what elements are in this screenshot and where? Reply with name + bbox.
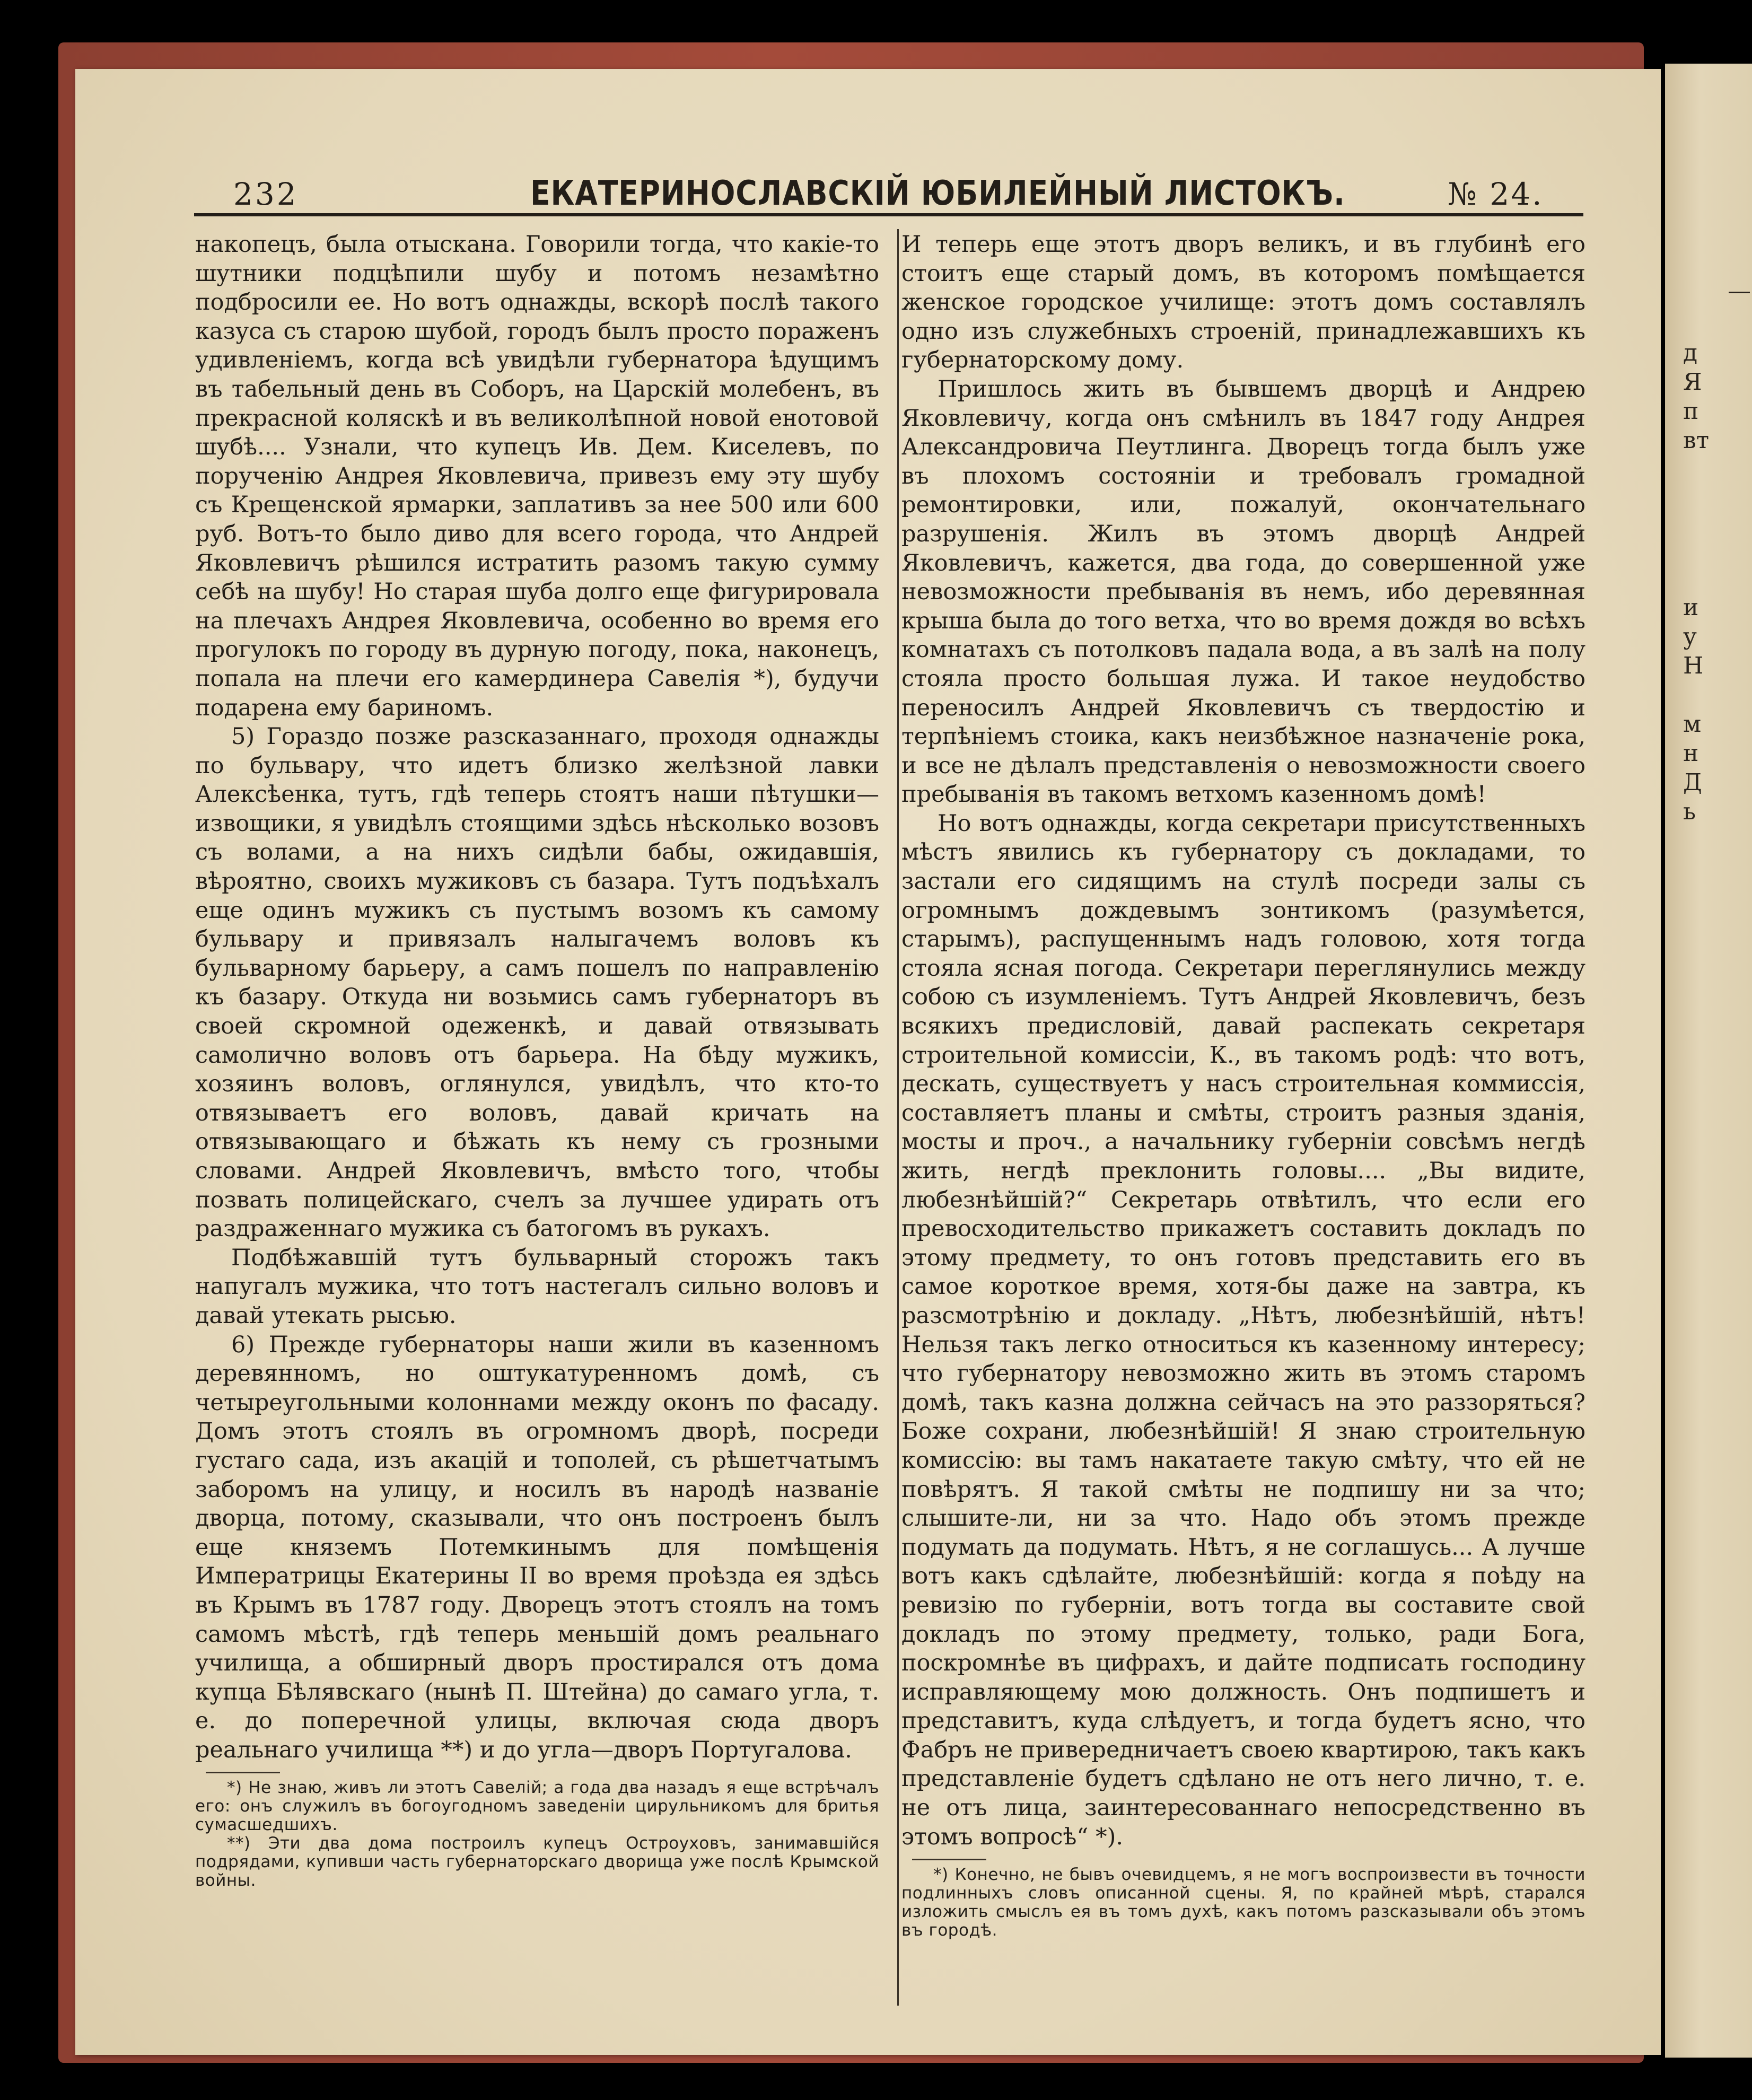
facing-page-fragment: Д [1683, 769, 1702, 796]
column-divider [897, 229, 899, 2006]
facing-page-edge [1665, 64, 1752, 2058]
right-column [901, 230, 1585, 1940]
left-column [195, 230, 879, 1890]
issue-number: № 24. [1448, 176, 1544, 212]
footnotes [195, 1779, 879, 1890]
facing-page-rule [1729, 292, 1750, 293]
paragraph: Но вотъ однажды, когда секретари присутственныхъ мѣстъ явились къ губернатору съ докладами, то застали его сидящимъ на стулѣ посреди залы съ огромнымъ дождевымъ зонтикомъ (разумѣется, старымъ), распущеннымъ надъ головою, хотя тогда стояла ясная погода. Секретари переглянулись между собою съ изумленіемъ. Тутъ Андрей Яковлевичъ, безъ всякихъ предисловій, давай распекать секретаря строительной комиссіи, К., въ такомъ родѣ: что вотъ, дескать, существуетъ у насъ строительная коммиссія, составляетъ планы и смѣты, строитъ разныя зданія, мосты и проч., а начальнику губерніи совсѣмъ негдѣ жить, негдѣ преклонить головы.... „Вы видите, любезнѣйшій?“ Секретарь отвѣтилъ, что если его превосходительство прикажетъ составить докладъ по этому предмету, то онъ готовъ представить его въ самое короткое время, хотя-бы даже на завтра, къ разсмотрѣнію и докладу. „Нѣтъ, любезнѣйшій, нѣтъ! Нельзя такъ легко относиться къ казенному интересу; что губернатору невозможно жить въ этомъ старомъ домѣ, такъ казна должна сейчасъ на это раззоряться? Боже сохрани, любезнѣйшій! Я знаю строительную комиссію: вы тамъ накатаете такую смѣту, что ей не повѣрятъ. Я такой смѣты не подпишу ни за что; слышите-ли, ни за что. Надо объ этомъ прежде подумать да подумать. Нѣтъ, я не соглашусь... А лучше вотъ какъ сдѣлайте, любезнѣйшій: когда я поѣду на ревизію по губерніи, вотъ тогда вы составите свой докладъ по этому предмету, только, ради Бога, поскромнѣе въ цифрахъ, и дайте подписать господину исправляющему мою должность. Онъ подпишетъ и представитъ, куда слѣдуетъ, и тогда будетъ ясно, что Фабръ не привередничаетъ своею квартирою, такъ какъ представленіе будетъ сдѣлано не отъ него лично, т. е. не отъ лица, заинтересованнаго непосредственно въ этомъ вопросѣ“ *). [901, 810, 1585, 1850]
running-header [196, 170, 1548, 217]
facing-page-fragment: д [1683, 339, 1698, 366]
facing-page-fragment: Н [1683, 652, 1704, 679]
facing-page-fragment: вт [1683, 427, 1710, 454]
paragraph: 5) Гораздо позже разсказаннаго, проходя однажды по бульвару, что идетъ близко желѣзной лавки Алексѣенка, тутъ, гдѣ теперь стоятъ наши пѣтушки—извощики, я увидѣлъ стоящими здѣсь нѣсколько возовъ съ волами, а на нихъ сидѣли бабы, ожидавшія, вѣроятно, своихъ мужиковъ съ базара. Тутъ подъѣхалъ еще одинъ мужикъ съ пустымъ возомъ къ самому бульвару и привязалъ налыгачемъ воловъ къ бульварному барьеру, а самъ пошелъ по направленію къ базару. Откуда ни возьмись самъ губернаторъ въ своей скромной одеженкѣ, и давай отвязывать самолично воловъ отъ барьера. На бѣду мужикъ, хозяинъ воловъ, оглянулся, увидѣлъ, что кто-то отвязываетъ его воловъ, давай кричать на отвязывающаго и бѣжать къ нему съ грозными словами. Андрей Яковлевичъ, вмѣсто того, чтобы позвать полицейскаго, счелъ за лучшее удирать отъ раздраженнаго мужика съ батогомъ въ рукахъ. [195, 723, 879, 1242]
paragraph: Подбѣжавшій тутъ бульварный сторожъ такъ напугалъ мужика, что тотъ настегалъ сильно воловъ и давай утекать рысью. [195, 1244, 879, 1329]
paragraph: 6) Прежде губернаторы наши жили въ казенномъ деревянномъ, но оштукатуренномъ домѣ, съ четыреугольными колоннами между оконъ по фасаду. Домъ этотъ стоялъ въ огромномъ дворѣ, посреди густаго сада, изъ акацій и тополей, съ рѣшетчатымъ заборомъ на улицу, и носилъ въ народѣ названіе дворца, потому, сказывали, что онъ построенъ былъ еще княземъ Потемкинымъ для помѣщенія Императрицы Екатерины II во время проѣзда ея здѣсь въ Крымъ въ 1787 году. Дворецъ этотъ стоялъ на томъ самомъ мѣстѣ, гдѣ теперь меньшій домъ реальнаго училища, а обширный дворъ простирался отъ дома купца Бѣлявскаго (нынѣ П. Штейна) до самаго угла, т. е. до поперечной улицы, включая сюда дворъ реальнаго училища **) и до угла—дворъ Португалова. [195, 1331, 879, 1763]
facing-page-fragment: и [1683, 594, 1699, 621]
facing-page-fragment: у [1683, 623, 1697, 650]
footnote: **) Эти два дома построилъ купецъ Остроуховъ, занимавшійся подрядами, купивши часть губернаторскаго дворища уже послѣ Крымской войны. [195, 1834, 879, 1891]
journal-title: ЕКАТЕРИНОСЛАВСКІЙ ЮБИЛЕЙНЫЙ ЛИСТОКЪ. [530, 174, 1345, 213]
footnote: *) Не знаю, живъ ли этотъ Савелій; а года два назадъ я еще встрѣчалъ его: онъ служилъ въ богоугодномъ заведеніи цирульникомъ для бритья сумасшедшихъ. [195, 1778, 879, 1835]
paragraph: И теперь еще этотъ дворъ великъ, и въ глубинѣ его стоитъ еще старый домъ, въ которомъ помѣщается женское городское училище: этотъ домъ составлялъ одно изъ служебныхъ строеній, принадлежавшихъ къ губернаторскому дому. [901, 231, 1585, 374]
page-number: 232 [233, 176, 299, 212]
footnote-rule [912, 1859, 986, 1860]
facing-page-fragment: м [1683, 711, 1702, 738]
facing-page-fragment: Я [1683, 369, 1702, 396]
facing-page-fragment: ь [1683, 798, 1696, 825]
facing-page-fragment: п [1683, 398, 1699, 425]
paragraph: накопецъ, была отыскана. Говорили тогда, что какіе-то шутники подцѣпили шубу и потомъ незамѣтно подбросили ее. Но вотъ однажды, вскорѣ послѣ такого казуса съ старою шубой, городъ былъ просто пораженъ удивленіемъ, когда всѣ увидѣли губернатора ѣдущимъ въ табельный день въ Соборъ, на Царскій молебенъ, въ прекрасной коляскѣ и въ великолѣпной новой енотовой шубѣ.... Узнали, что купецъ Ив. Дем. Киселевъ, по порученію Андрея Яковлевича, привезъ ему эту шубу съ Крещенской ярмарки, заплативъ за нее 500 или 600 руб. Вотъ-то было диво для всего города, что Андрей Яковлевичъ рѣшился истратить разомъ такую сумму себѣ на шубу! Но старая шуба долго еще фигурировала на плечахъ Андрея Яковлевича, особенно во время его прогулокъ по городу въ дурную погоду, пока, наконецъ, попала на плечи его камердинера Савелія *), будучи подарена ему бариномъ. [195, 231, 879, 721]
footnotes [901, 1866, 1585, 1940]
paragraph: Пришлось жить въ бывшемъ дворцѣ и Андрею Яковлевичу, когда онъ смѣнилъ въ 1847 году Андрея Александровича Пеутлинга. Дворецъ тогда былъ уже въ плохомъ состояніи и требовалъ громадной ремонтировки, или, пожалуй, окончательнаго разрушенія. Жилъ въ этомъ дворцѣ Андрей Яковлевичъ, кажется, два года, до совершенной уже невозможности пребыванія въ немъ, ибо деревянная крыша была до того ветха, что во время дождя во всѣхъ комнатахъ съ потолковъ падала вода, а въ залѣ на полу стояла просто большая лужа. И такое неудобство переносилъ Андрей Яковлевичъ съ твердостію и терпѣніемъ стоика, какъ неизбѣжное назначеніе рока, и все не дѣлалъ представленія о невозможности своего пребыванія въ такомъ ветхомъ казенномъ домѣ! [901, 375, 1585, 808]
footnote: *) Конечно, не бывъ очевидцемъ, я не могъ воспроизвести въ точности подлинныхъ словъ описанной сцены. Я, по крайней мѣрѣ, старался изложить смыслъ ея въ томъ духѣ, какъ потомъ разсказывали объ этомъ въ городѣ. [901, 1865, 1585, 1940]
facing-page-fragment: н [1683, 740, 1699, 767]
header-rule [194, 213, 1583, 216]
footnote-rule [206, 1772, 280, 1773]
